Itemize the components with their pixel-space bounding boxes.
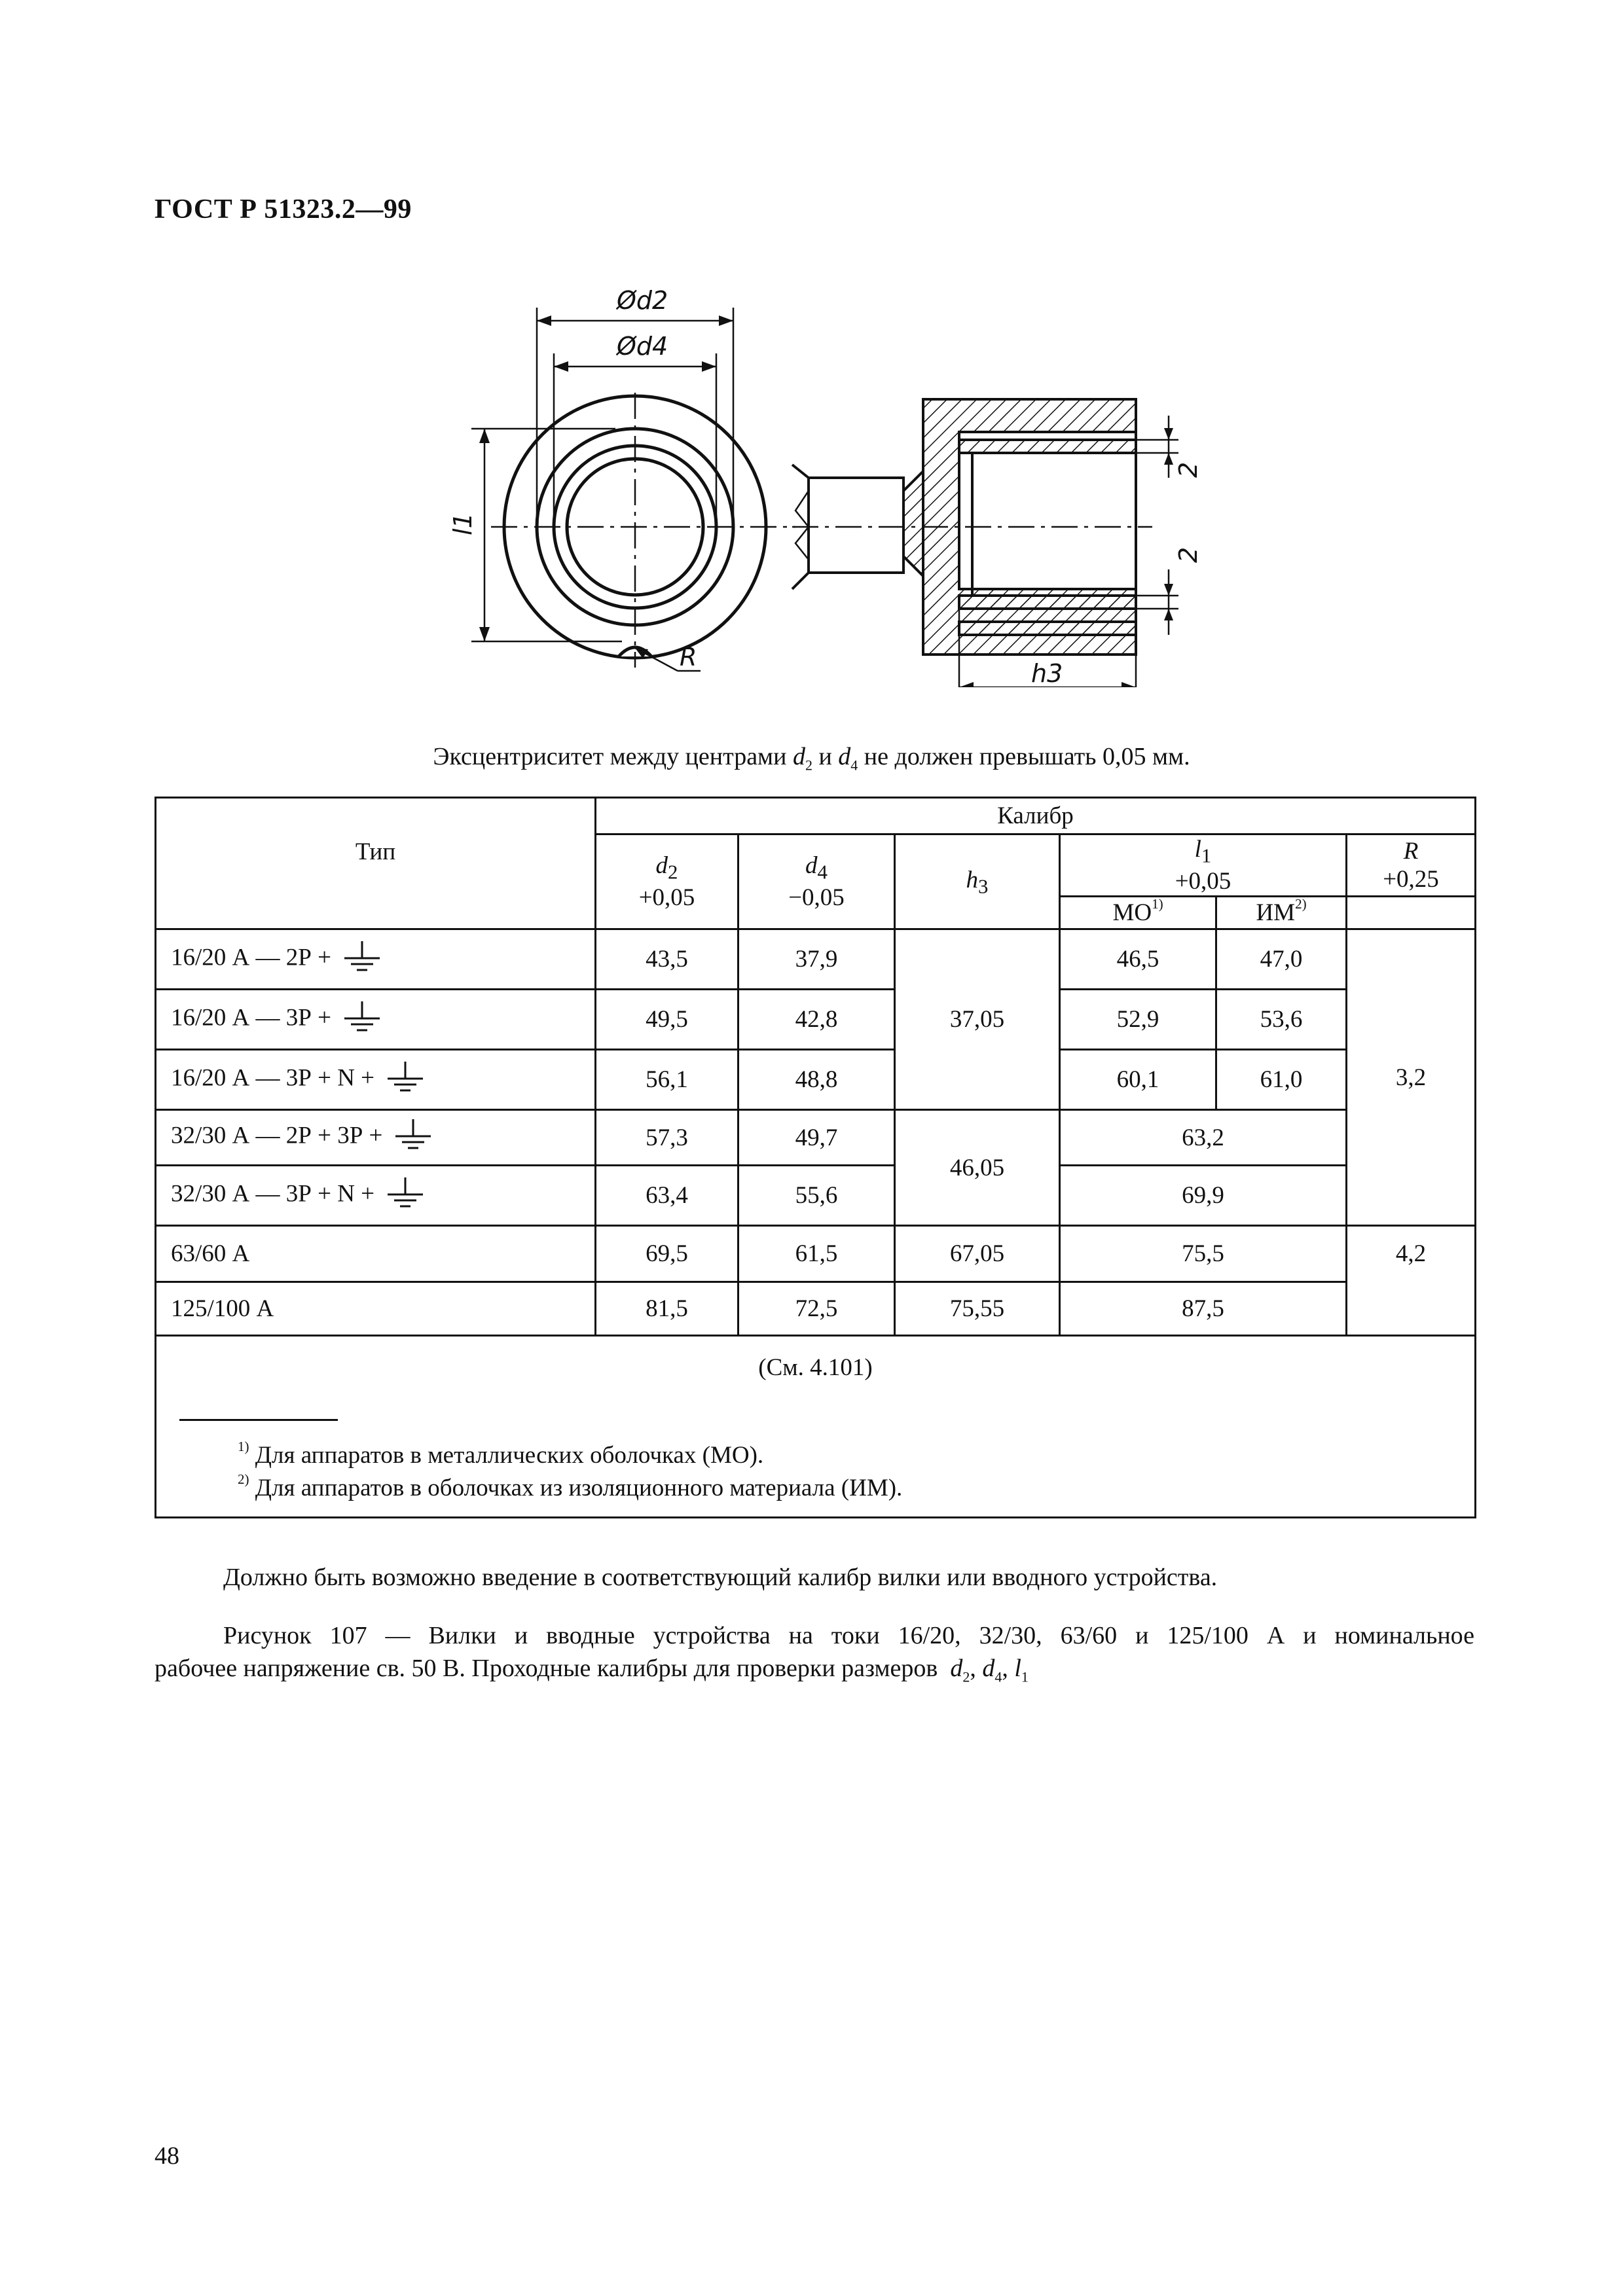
- earth-icon: [382, 1176, 428, 1215]
- cell-l1: 87,5: [1060, 1282, 1347, 1336]
- cell-l1-mo: 46,5: [1060, 929, 1216, 990]
- cell-type: 32/30 А — 3Р + N +: [156, 1166, 596, 1226]
- dim-h3-label: h3: [1031, 659, 1063, 687]
- see-reference: (См. 4.101): [758, 1354, 873, 1382]
- table-row: [156, 1110, 1476, 1166]
- cell-type: 63/60 А: [156, 1226, 596, 1282]
- cell-l1-im: 47,0: [1216, 929, 1347, 990]
- cell-type: 125/100 А: [156, 1282, 596, 1336]
- cell-l1-mo: 52,9: [1060, 990, 1216, 1050]
- dim-2-top-label: 2: [1174, 461, 1203, 478]
- header-l1: $l_1$ +0,05: [1060, 834, 1347, 897]
- cell-type: 32/30 А — 2Р + 3Р +: [156, 1110, 596, 1166]
- cell-l1-im: 53,6: [1216, 990, 1347, 1050]
- cell-d4: 42,8: [739, 990, 895, 1050]
- header-im: ИМ$^{2)}$: [1216, 897, 1347, 929]
- cell-type: 16/20 А — 3Р + N +: [156, 1050, 596, 1110]
- table-row: [156, 1166, 1476, 1226]
- header-R: R +0,25: [1347, 834, 1476, 897]
- cell-l1-mo: 60,1: [1060, 1050, 1216, 1110]
- cell-d2: 63,4: [596, 1166, 739, 1226]
- figure-caption: Рисунок 107 — Вилки и вводные устройства на токи 16/20, 32/30, 63/60 и 125/100 А и номинальное рабочее напряжение св. 50 В. Проходные калибры для проверки размеров $d_2$, $d_4$, $l_1$: [155, 1622, 1474, 1685]
- dim-d2-label: Ød2: [617, 286, 668, 315]
- header-mo: МО$^{1)}$: [1060, 897, 1216, 929]
- header-gauge: Калибр: [596, 798, 1476, 834]
- cell-type: 16/20 А — 3Р +: [156, 990, 596, 1050]
- header-h3: $h_3$: [895, 834, 1060, 929]
- cell-R: 3,2: [1347, 929, 1476, 1226]
- cell-d2: 49,5: [596, 990, 739, 1050]
- header-d2: $d_2$ +0,05: [596, 834, 739, 929]
- cell-h3: 75,55: [895, 1282, 1060, 1336]
- gauge-dimensions-table: [155, 797, 1474, 1531]
- table-row: [156, 1282, 1476, 1336]
- earth-icon: [339, 1000, 385, 1039]
- document-header: ГОСТ Р 51323.2—99: [155, 194, 412, 224]
- dim-2-bottom-label: 2: [1174, 547, 1203, 563]
- earth-icon: [339, 940, 385, 979]
- cell-d4: 72,5: [739, 1282, 895, 1336]
- cell-l1-im: 61,0: [1216, 1050, 1347, 1110]
- cell-h3: 37,05: [895, 929, 1060, 1110]
- dim-l1-label: l1: [448, 512, 477, 535]
- header-d4: $d_4$ −0,05: [739, 834, 895, 929]
- eccentricity-note: Эксцентриситет между центрами $d_2$ и $d_4$ не должен превышать 0,05 мм.: [433, 743, 1190, 774]
- header-type: Тип: [156, 798, 596, 929]
- cell-d4: 48,8: [739, 1050, 895, 1110]
- table-row: [156, 1226, 1476, 1282]
- cell-d2: 56,1: [596, 1050, 739, 1110]
- gauge-drawing: [426, 268, 1211, 687]
- table-row: [156, 929, 1476, 990]
- cell-d4: 37,9: [739, 929, 895, 990]
- cell-l1: 75,5: [1060, 1226, 1347, 1282]
- cell-l1: 63,2: [1060, 1110, 1347, 1166]
- earth-icon: [390, 1118, 436, 1157]
- earth-icon: [382, 1060, 428, 1100]
- cell-d2: 81,5: [596, 1282, 739, 1336]
- dim-R-label: R: [680, 643, 697, 672]
- cell-d4: 61,5: [739, 1226, 895, 1282]
- insertion-requirement: Должно быть возможно введение в соответствующий калибр вилки или вводного устройства.: [223, 1564, 1218, 1591]
- cell-d4: 49,7: [739, 1110, 895, 1166]
- footnote-divider: [179, 1419, 338, 1421]
- cell-h3: 67,05: [895, 1226, 1060, 1282]
- cell-h3: 46,05: [895, 1110, 1060, 1226]
- dim-d4-label: Ød4: [617, 332, 668, 361]
- cell-R: 4,2: [1347, 1226, 1476, 1336]
- footnote-2: $^{2)}$ Для аппаратов в оболочках из изоляционного материала (ИМ).: [238, 1471, 903, 1502]
- cell-l1: 69,9: [1060, 1166, 1347, 1226]
- footnote-1: $^{1)}$ Для аппаратов в металлических оболочках (МО).: [238, 1439, 764, 1469]
- cell-d4: 55,6: [739, 1166, 895, 1226]
- cell-type: 16/20 А — 2Р +: [156, 929, 596, 990]
- table-row: [156, 990, 1476, 1050]
- cell-d2: 69,5: [596, 1226, 739, 1282]
- table-row: [156, 1050, 1476, 1110]
- cell-d2: 57,3: [596, 1110, 739, 1166]
- page-number: 48: [155, 2142, 179, 2170]
- cell-d2: 43,5: [596, 929, 739, 990]
- table-footnotes: [156, 1336, 1476, 1518]
